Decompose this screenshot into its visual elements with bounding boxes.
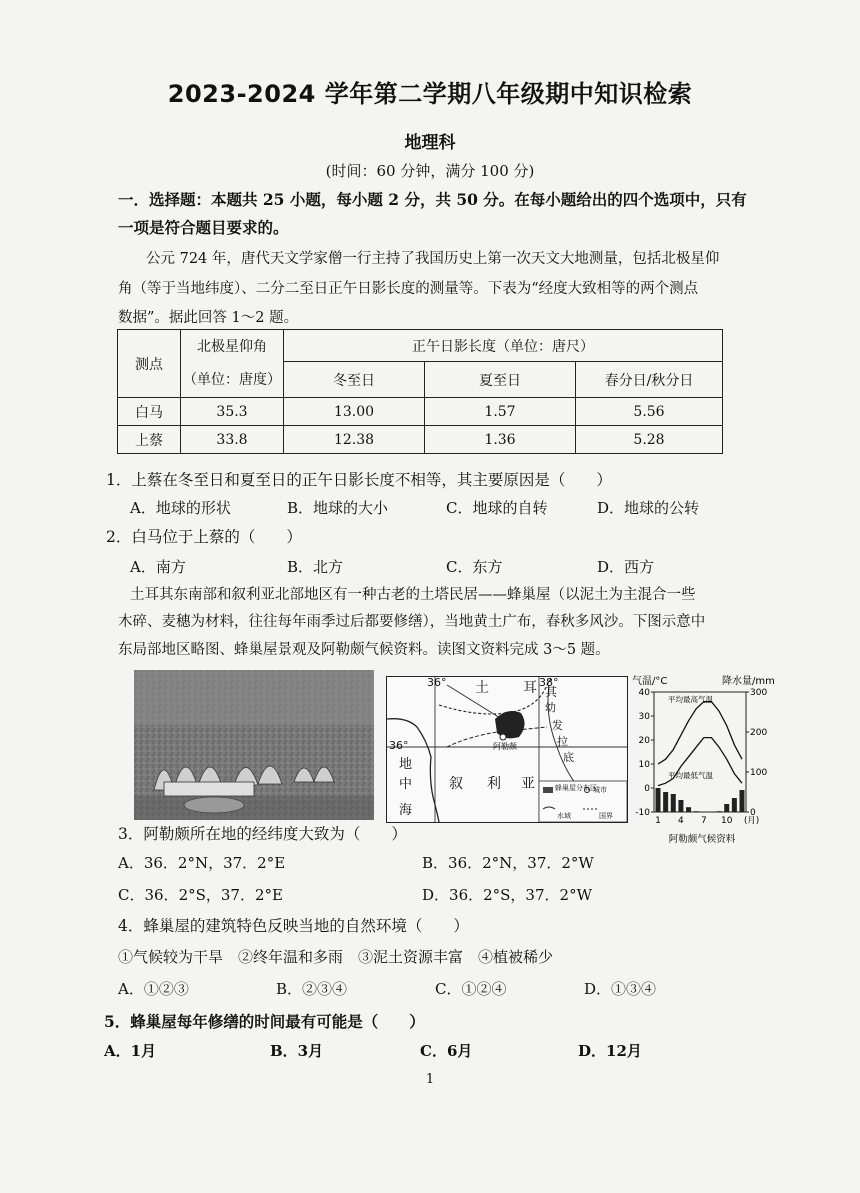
passage1-line3: 数据”。据此回答 1～2 题。 [118,310,299,326]
beehive-photo-graphic [134,670,374,820]
q4-stem: 4．蜂巢屋的建筑特色反映当地的自然环境（ ） [118,917,469,935]
precip-bar [717,811,722,812]
passage2-line1: 土耳其东南部和叙利亚北部地区有一种古老的土塔民居——蜂巢屋（以泥土为主混合一些 [130,587,696,603]
header-angle-unit: （单位：唐度） [181,362,284,398]
high-temp-label: 平均最高气温 [668,695,713,704]
map-legend-city: 城市 [593,786,607,794]
middle-east-map [386,676,628,823]
row-name: 上蔡 [118,426,181,454]
map-label-zhong: 中 [399,777,413,792]
q3-stem: 3．阿勒颇所在地的经纬度大致为（ ） [118,825,407,843]
x-tick-label: 7 [700,816,707,826]
q3-option-d: D．36．2°S，37．2°W [422,886,592,904]
passage1-line1: 公元 724 年，唐代天文学家僧一行主持了我国历史上第一次天文大地测量，包括北极星仰 [146,251,720,267]
row-equinox: 5.56 [576,398,723,426]
row-angle: 35.3 [181,398,284,426]
q5-stem: 5．蜂巢屋每年修缮的时间最有可能是（ ） [104,1012,425,1031]
q4-option-b: B．②③④ [276,980,348,998]
climate-chart-svg [630,672,778,844]
precip-bar [724,804,729,812]
exam-title: 2023-2024 学年第二学期八年级期中知识检索 [167,80,693,108]
q4-option-c: C．①②④ [435,980,507,998]
x-tick-label: 1 [655,816,661,826]
q1-option-b: B．地球的大小 [287,499,389,517]
map-lon36-label: 36° [427,676,447,689]
q5-option-b: B．3月 [270,1042,324,1060]
section1-line2: 一项是符合题目要求的。 [118,218,289,237]
q4-option-a: A．①②③ [118,980,189,998]
row-equinox: 5.28 [576,426,723,454]
map-label-di: 地 [399,757,413,772]
map-label-hai: 海 [399,803,413,818]
q5-option-c: C．6月 [420,1042,473,1060]
q5-option-a: A．1月 [104,1042,157,1060]
table-row [118,398,723,426]
q1-option-a: A．地球的形状 [130,499,231,517]
precip-bar [686,807,691,812]
page-number: 1 [425,1072,435,1087]
q2-option-a: A．南方 [130,558,186,576]
passage1-line2: 角（等于当地纬度）、二分二至日正午日影长度的测量等。下表为“经度大致相等的两个测点 [118,281,699,297]
header-equinox: 春分日/秋分日 [576,362,723,398]
q1-stem: 1．上蔡在冬至日和夏至日的正午日影长度不相等，其主要原因是（ ） [106,471,612,489]
right-tick-label: 300 [750,688,768,698]
table-row [118,426,723,454]
map-label-er: 耳 [523,680,537,696]
row-angle: 33.8 [181,426,284,454]
precip-bar [732,798,737,812]
precip-bar [740,790,745,812]
map-label-li: 利 [487,776,501,792]
precip-bar [694,811,699,812]
header-shadow: 正午日影长度（单位：唐尺） [284,330,723,362]
measurement-table [117,329,723,454]
map-legend-beehive: 蜂巢屋分布区 [555,784,597,792]
subject-title: 地理科 [404,133,456,153]
climate-ylabel-left: 气温/°C [632,676,668,687]
q4-option-d: D．①③④ [584,980,657,998]
high-temp-line [658,702,742,764]
right-tick-label: 0 [750,808,756,818]
map-label-euphrates-4: 底 [563,751,574,764]
passage2-line3: 东局部地区略图、蜂巢屋景观及阿勒颇气候资料。读图文资料完成 3～5 题。 [118,642,610,658]
precip-bar [663,792,668,812]
q3-option-c: C．36．2°S，37．2°E [118,886,283,904]
map-label-aleppo: 阿勒颇 [493,742,517,751]
header-summer: 夏至日 [425,362,576,398]
left-tick-label: -10 [635,808,650,818]
low-temp-label: 平均最低气温 [668,770,713,780]
map-label-xu: 叙 [449,776,463,792]
x-tick-label: 10 [721,816,733,826]
q2-option-b: B．北方 [287,558,344,576]
map-label-euphrates-3: 拉 [557,735,568,748]
map-label-tu: 土 [475,680,489,696]
map-lon38-label: 38° [539,676,559,689]
beehive-house-photo [134,670,374,820]
q3-option-a: A．36．2°N，37．2°E [118,854,286,872]
section1-line1: 一．选择题：本题共 25 小题，每小题 2 分，共 50 分。在每小题给出的四个选项中，只有 [118,190,747,209]
left-tick-label: 20 [638,736,650,746]
left-tick-label: 0 [644,784,650,794]
map-label-qi: 其 [545,685,558,699]
q2-option-d: D．西方 [597,558,655,576]
header-angle: 北极星仰角 [181,330,284,362]
x-axis-label: (月) [744,816,760,826]
row-winter: 13.00 [284,398,425,426]
map-label-euphrates-2: 发 [552,719,563,732]
right-tick-label: 100 [750,768,768,778]
left-tick-label: 10 [638,760,650,770]
climate-ylabel-right: 降水量/mm [722,676,775,687]
aleppo-climate-chart [630,672,778,844]
exam-time: (时间：60 分钟，满分 100 分) [325,162,535,180]
map-label-ya: 亚 [521,776,535,792]
q1-option-d: D．地球的公转 [597,499,700,517]
header-point: 测点 [118,330,181,398]
map-legend-water: 水域 [557,812,571,820]
q4-items: ①气候较为干旱 ②终年温和多雨 ③泥土资源丰富 ④植被稀少 [118,948,554,966]
map-lat36-label: 36° [389,739,409,752]
map-legend-border: 国界 [599,812,613,820]
right-tick-label: 200 [750,728,768,738]
q2-stem: 2．白马位于上蔡的（ ） [106,528,302,546]
q2-option-c: C．东方 [446,558,503,576]
header-winter: 冬至日 [284,362,425,398]
map-label-euphrates-1: 幼 [545,701,556,714]
left-tick-label: 30 [638,712,650,722]
left-tick-label: 40 [638,688,650,698]
passage2-line2: 木碎、麦穗为材料，往往每年雨季过后都要修缮），当地黄土广布，春秋多风沙。下图示意中 [118,614,706,630]
q1-option-c: C．地球的自转 [446,499,548,517]
row-name: 白马 [118,398,181,426]
precip-bar [671,794,676,812]
row-summer: 1.57 [425,398,576,426]
q5-option-d: D．12月 [578,1042,642,1060]
q3-option-b: B．36．2°N，37．2°W [422,854,594,872]
climate-caption: 阿勒颇气候资料 [668,834,736,844]
row-summer: 1.36 [425,426,576,454]
precip-bar [678,800,683,812]
x-tick-label: 4 [678,816,684,826]
row-winter: 12.38 [284,426,425,454]
precip-bar [656,788,661,812]
